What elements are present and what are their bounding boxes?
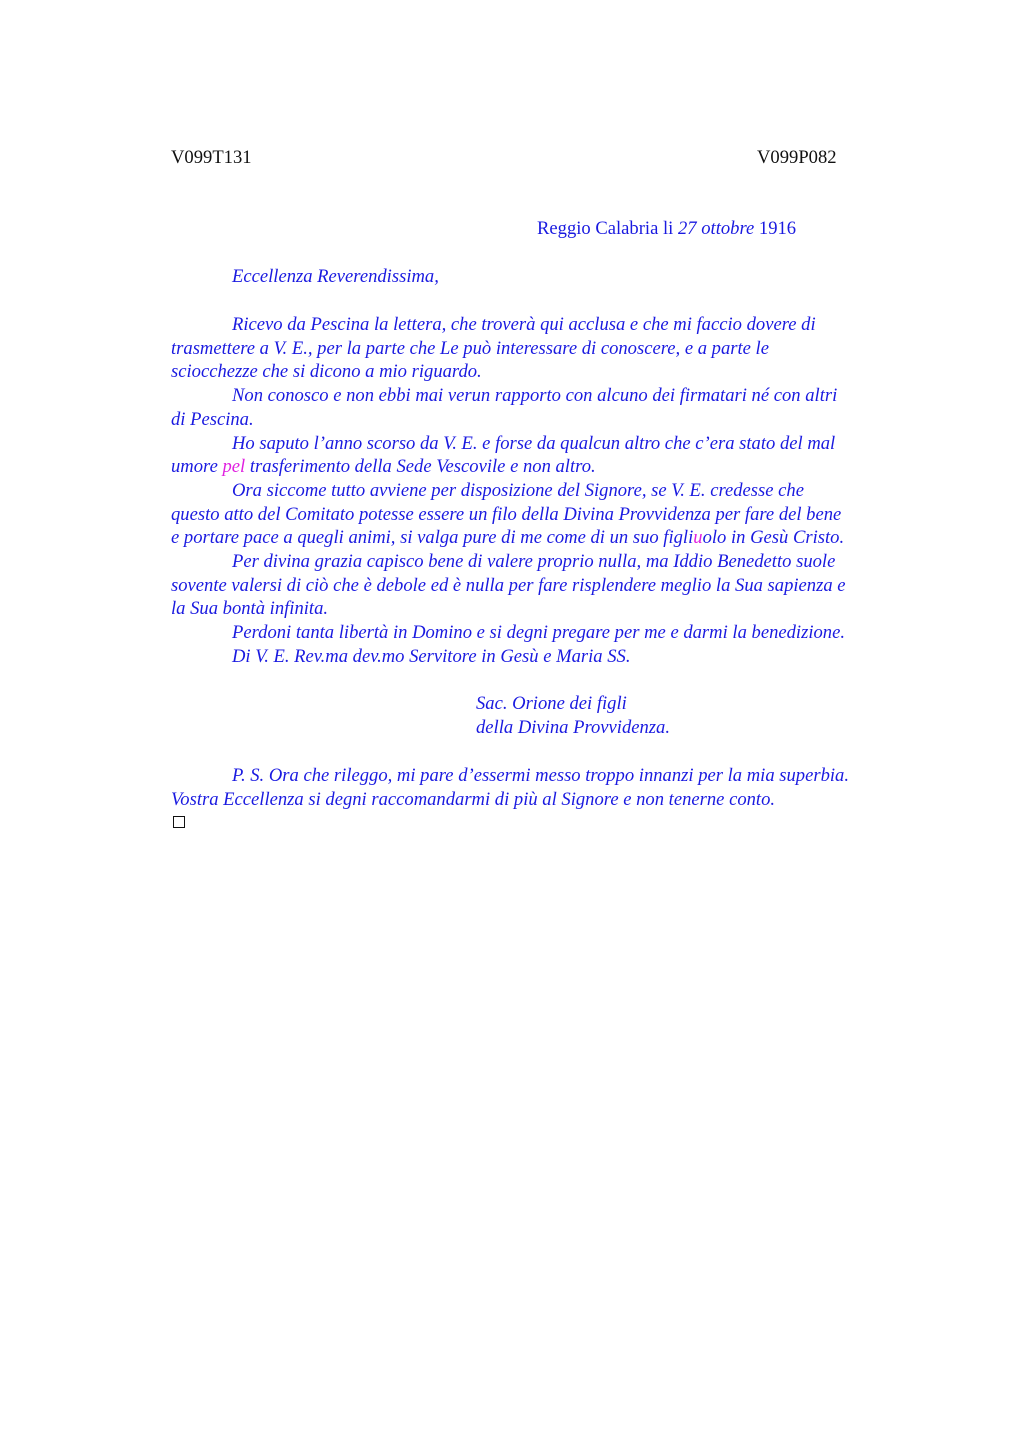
highlighted-word: pel [222, 456, 246, 478]
postscript [171, 764, 849, 811]
paragraph-line: Ho saputo l’anno scorso da V. E. e forse da qualcun altro che c’era stato del mal [232, 432, 836, 454]
paragraph-6 [171, 621, 926, 645]
paragraph-line [171, 455, 926, 479]
postscript-line: P. S. Ora che rileggo, mi pare d’essermi messo troppo innanzi per la mia superbia. [232, 765, 850, 786]
salutation: Eccellenza Reverendissima, [232, 266, 439, 287]
paragraph-line: Perdoni tanta libertà in Domino e si degni pregare per me e darmi la benedizione. [232, 622, 845, 644]
text-segment: e portare pace a quegli animi, si valga pure di me come di un suo figli [171, 527, 694, 549]
paragraph-2 [171, 384, 926, 431]
signature-line: della Divina Provvidenza. [476, 717, 670, 738]
paragraph-3 [171, 432, 926, 479]
paragraph-4 [171, 479, 926, 550]
paragraph-line [171, 526, 926, 550]
paragraph-line: trasmettere a V. E., per la parte che Le può interessare di conoscere, e a parte le [171, 337, 769, 359]
signature [476, 692, 670, 740]
paragraph-line: sovente valersi di ciò che è debole ed è nulla per fare risplendere meglio la Sua sapienza e [171, 574, 846, 596]
text-segment: umore [171, 456, 223, 478]
paragraph-line: Per divina grazia capisco bene di valere proprio nulla, ma Iddio Benedetto suole [232, 551, 836, 573]
dateline-year: 1916 [754, 218, 797, 239]
dateline-date: 27 ottobre [677, 218, 755, 239]
paragraph-1 [171, 313, 926, 384]
text-segment: trasferimento della Sede Vescovile e non altro. [245, 456, 596, 478]
signature-line: Sac. Orione dei figli [476, 693, 627, 714]
paragraph-line: di Pescina. [171, 408, 254, 430]
paragraph-line: Ora siccome tutto avviene per disposizione del Signore, se V. E. credesse che [232, 479, 804, 501]
paragraph-7 [171, 645, 926, 669]
document-ref-left: V099T131 [171, 147, 252, 168]
end-of-document-box-icon [173, 816, 185, 828]
paragraph-line: Di V. E. Rev.ma dev.mo Servitore in Gesù e Maria SS. [232, 645, 631, 667]
dateline-place: Reggio Calabria li [537, 218, 678, 239]
dateline [537, 217, 796, 241]
paragraph-line: sciocchezze che si dicono a mio riguardo. [171, 361, 482, 383]
text-segment: olo in Gesù Cristo. [702, 527, 845, 549]
paragraph-line: Non conosco e non ebbi mai verun rapporto con alcuno dei firmatari né con altri [232, 385, 838, 407]
letter-body [171, 313, 926, 669]
paragraph-5 [171, 550, 926, 621]
postscript-line: Vostra Eccellenza si degni raccomandarmi di più al Signore e non tenerne conto. [171, 788, 776, 810]
paragraph-line: questo atto del Comitato potesse essere un filo della Divina Provvidenza per fare del bene [171, 503, 842, 525]
paragraph-line: Ricevo da Pescina la lettera, che troverà qui acclusa e che mi faccio dovere di [232, 314, 816, 335]
paragraph-line: la Sua bontà infinita. [171, 598, 329, 620]
document-ref-right: V099P082 [757, 147, 837, 168]
highlighted-letter: u [693, 527, 703, 549]
